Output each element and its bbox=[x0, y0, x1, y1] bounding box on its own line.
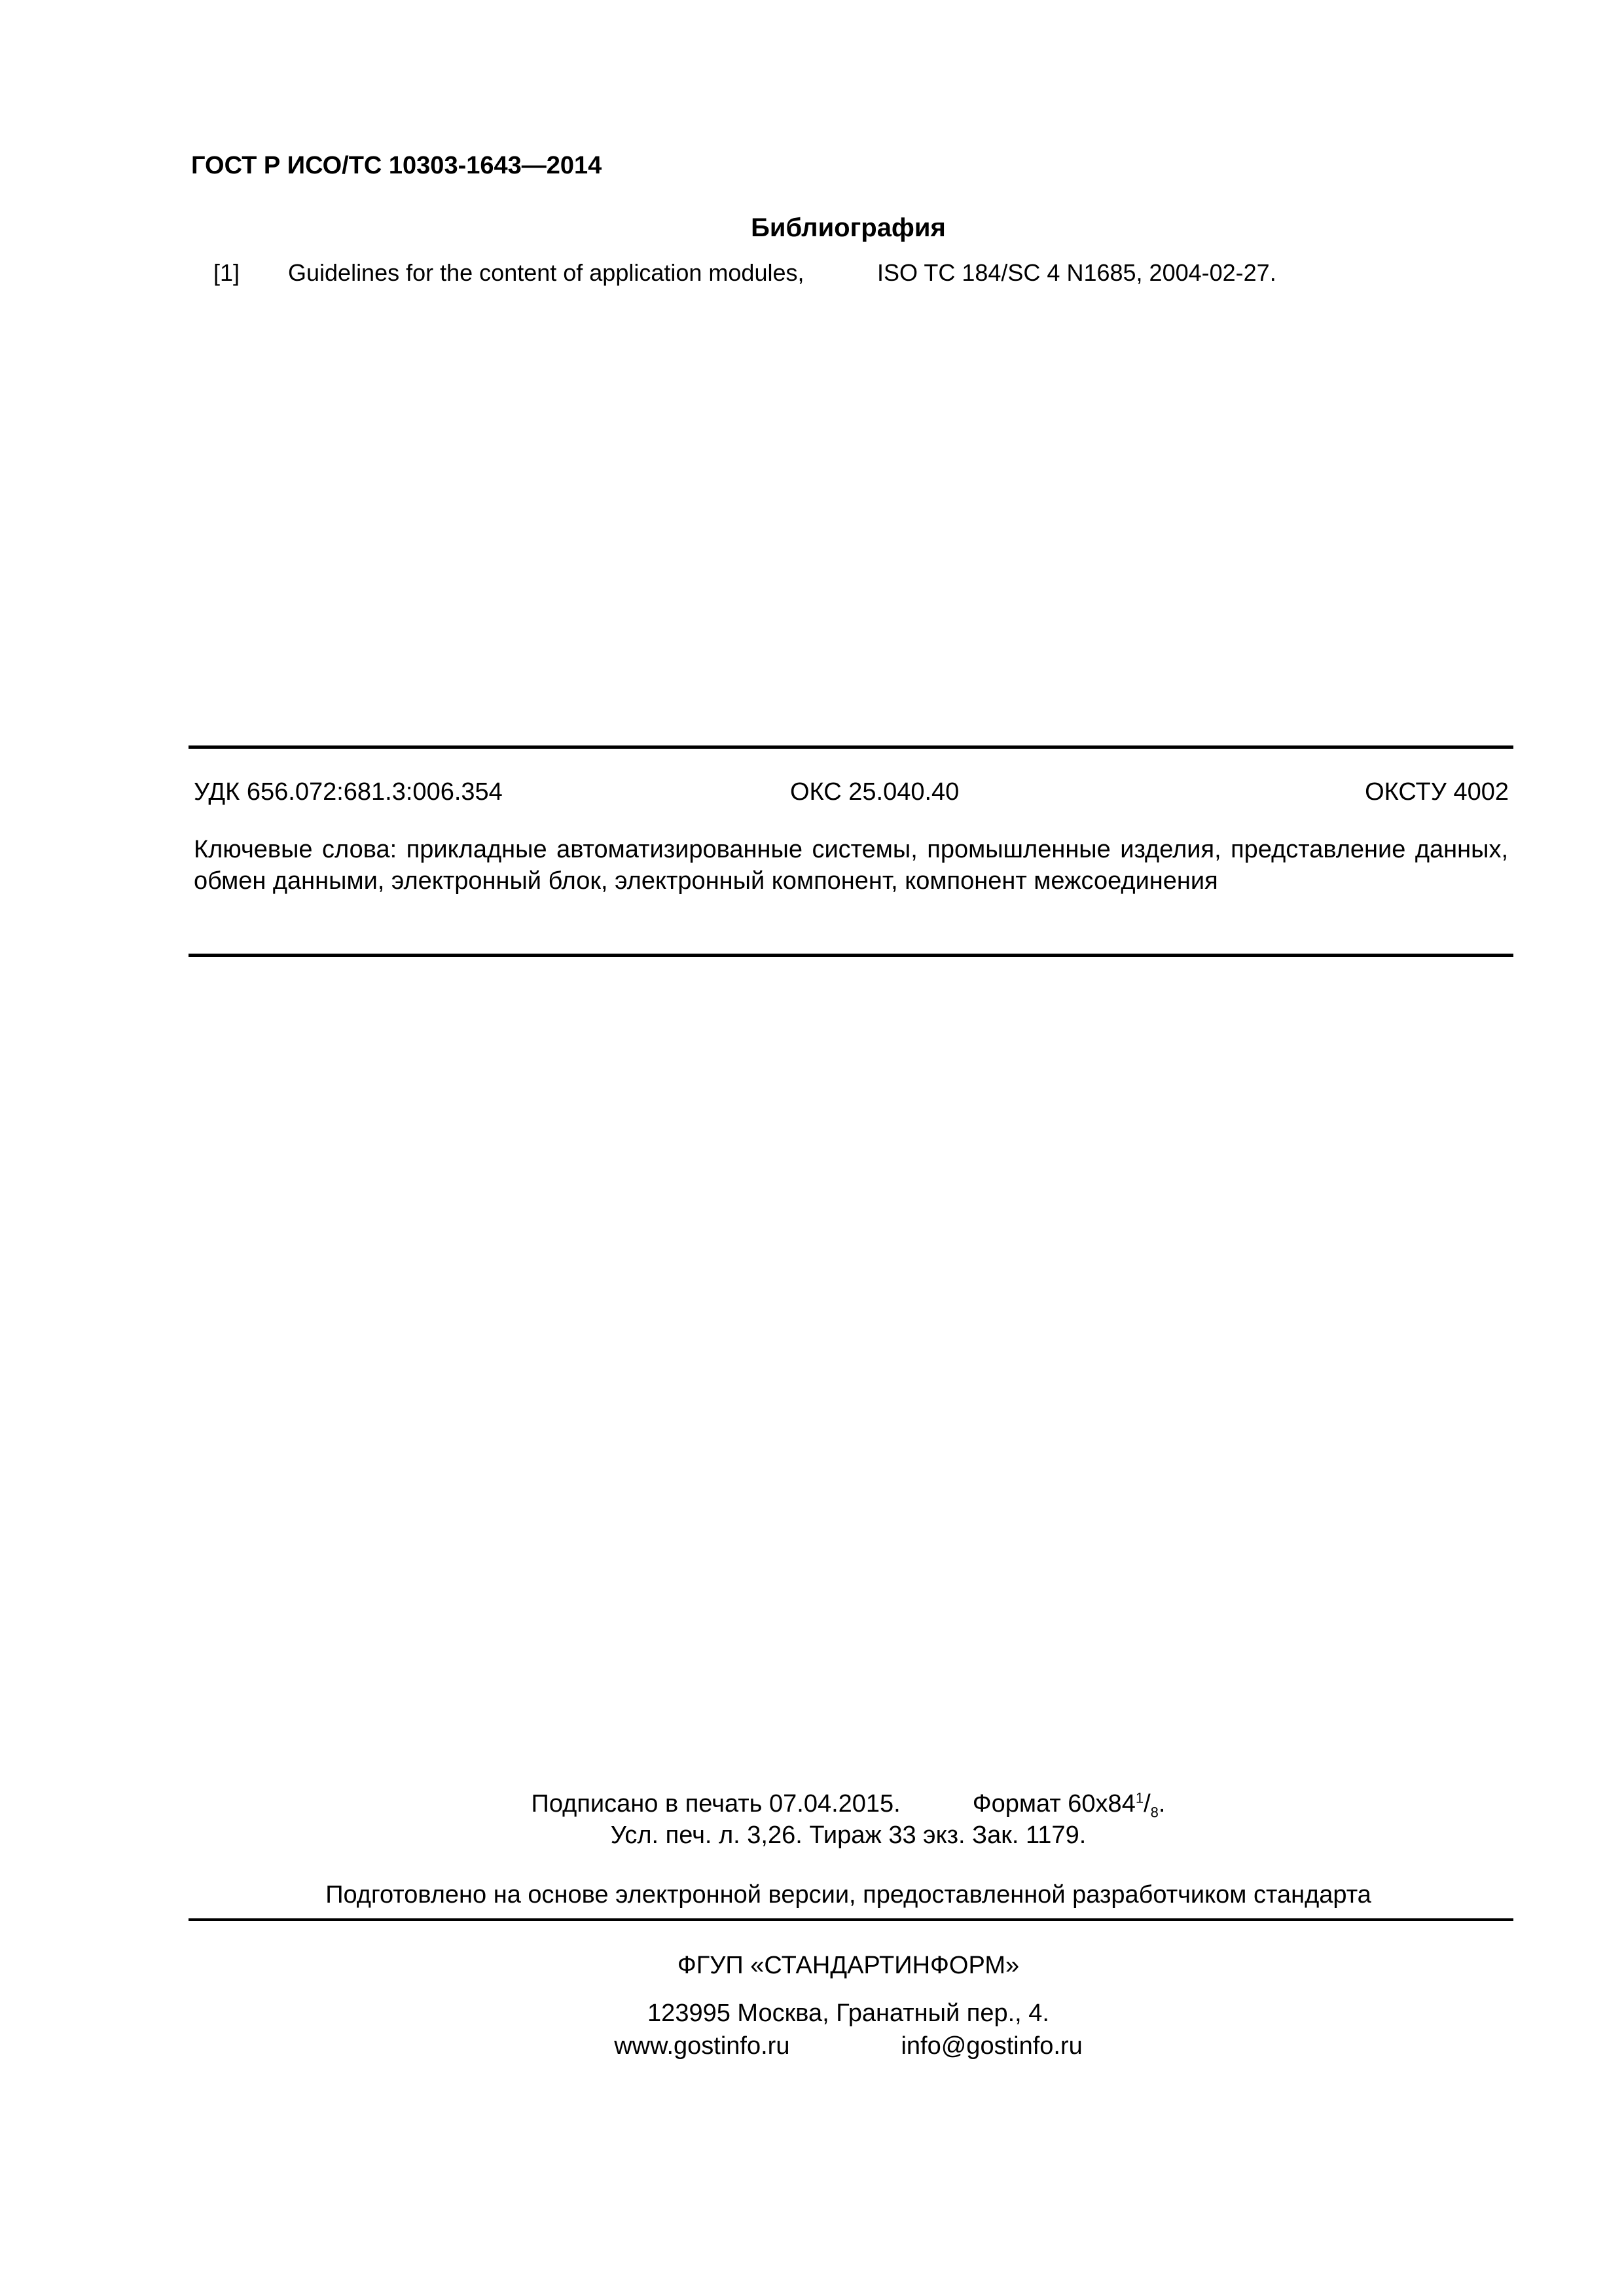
oks-code: ОКС 25.040.40 bbox=[790, 778, 960, 806]
udk-code: УДК 656.072:681.3:006.354 bbox=[194, 778, 503, 806]
bibliography-title: Библиография bbox=[751, 213, 946, 242]
website-link[interactable]: www.gostinfo.ru bbox=[614, 2032, 790, 2060]
standard-header: ГОСТ Р ИСО/ТС 10303-1643—2014 bbox=[191, 152, 602, 179]
divider-bottom bbox=[189, 1918, 1513, 1921]
print-info: Усл. печ. л. 3,26. Тираж 33 экз. Зак. 1179. bbox=[610, 1821, 1087, 1849]
format-label: Формат $60x84^1/_8$. bbox=[972, 1789, 1166, 1821]
email-link[interactable]: info@gostinfo.ru bbox=[901, 2032, 1083, 2060]
bibliography-entry-number: [1] bbox=[213, 259, 240, 286]
bibliography-entry-document: ISO TC 184/SC 4 N1685, 2004-02-27. bbox=[877, 259, 1276, 286]
publisher-contacts bbox=[0, 2032, 1624, 2060]
prepared-note: Подготовлено на основе электронной версии, предоставленной разработчиком стандарта bbox=[325, 1881, 1371, 1909]
publisher-name: ФГУП «СТАНДАРТИНФОРМ» bbox=[677, 1952, 1020, 1979]
divider-top bbox=[189, 745, 1513, 749]
publisher-address: 123995 Москва, Гранатный пер., 4. bbox=[647, 2000, 1049, 2027]
divider-middle bbox=[189, 954, 1513, 957]
bibliography-entry-title: Guidelines for the content of application modules, bbox=[288, 259, 804, 286]
okstu-code: ОКСТУ 4002 bbox=[1365, 778, 1509, 806]
signed-date: Подписано в печать 07.04.2015. bbox=[531, 1790, 901, 1818]
imprint-signed-line bbox=[0, 1789, 1624, 1821]
keywords-paragraph: Ключевые слова: прикладные автоматизированные системы, промышленные изделия, представление данных, обмен данными, электронный блок, электронный компонент, компонент межсоединения bbox=[194, 836, 1508, 895]
